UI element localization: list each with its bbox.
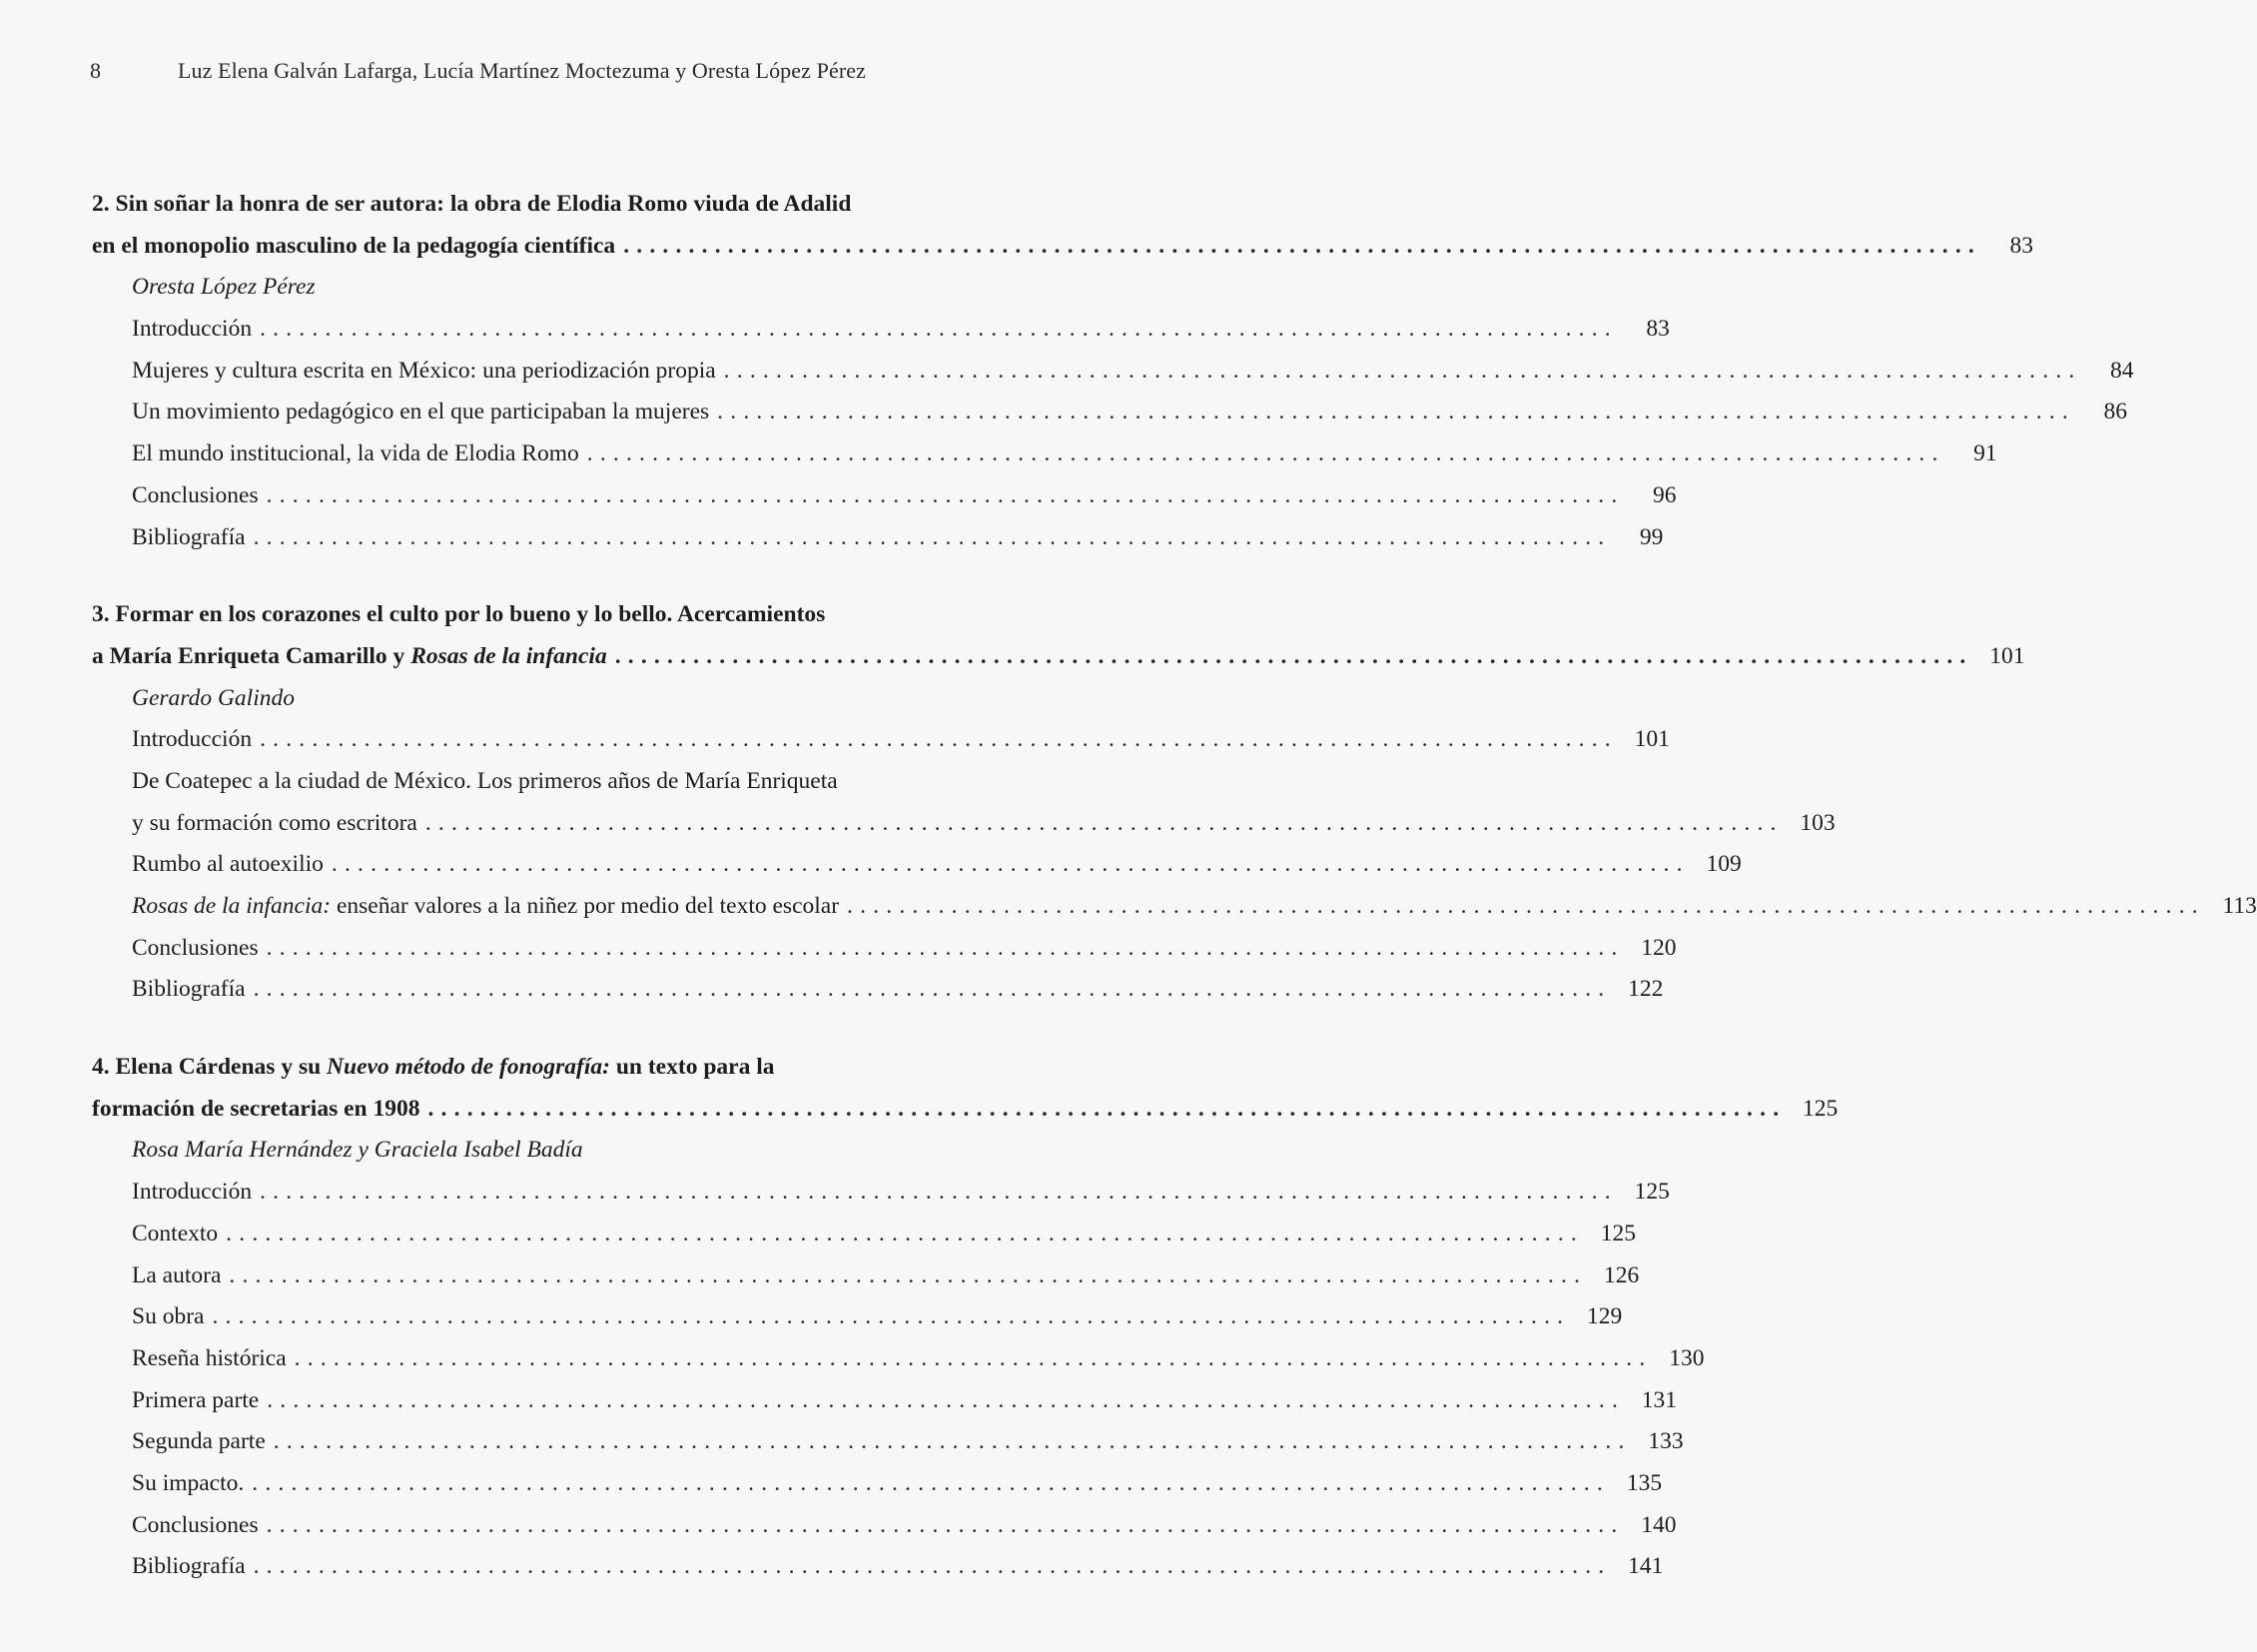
dot-leader: ........................................................................................................ (294, 1344, 1653, 1371)
entry-page-number: 91 (1973, 440, 1997, 467)
entry-label: Reseña histórica (132, 1344, 287, 1371)
entry-page-number: 120 (1641, 934, 1677, 961)
entry-page-number: 125 (1600, 1220, 1636, 1246)
entry-label: Introducción (132, 1179, 253, 1206)
chapter-title-italic: Nuevo método de fonografía: (327, 1054, 610, 1081)
entry-label: Introducción (132, 726, 253, 753)
entry-page-number: 83 (1646, 316, 1670, 343)
dot-leader: ........................................................................................................ (273, 1428, 1632, 1455)
entry-page-number: 122 (1628, 976, 1664, 1003)
dot-leader: ........................................................................................................ (260, 726, 1618, 753)
dot-leader: ........................................................................................................ (253, 1553, 1612, 1580)
chapter-author (92, 678, 1041, 720)
entry-label: Introducción (132, 316, 253, 343)
entry-page-number: 141 (1628, 1553, 1664, 1580)
toc-entry (92, 803, 1836, 845)
dot-leader: ........................................................................................................ (226, 1220, 1584, 1246)
entry-label: Conclusiones (132, 1511, 259, 1538)
entry-label-italic: Rosas de la infancia: (132, 893, 332, 919)
chapter-title-row (92, 636, 2025, 678)
chapter-title-plain: a María Enriqueta Camarillo y (92, 642, 411, 669)
chapter-title-line-2: formación de secretarias en 1908 (92, 1095, 420, 1122)
entry-page-number: 99 (1639, 523, 1664, 550)
entry-label: La autora (132, 1261, 222, 1288)
chapter-title-tail: un texto para la (609, 1054, 775, 1081)
toc-entry (92, 1380, 1678, 1422)
chapter-title-line-2: en el monopolio masculino de la pedagogía científica (92, 232, 616, 259)
page-number: 8 (90, 58, 102, 83)
toc-entry (92, 517, 1664, 559)
toc-entry (92, 1255, 1640, 1297)
toc-entry (92, 928, 1677, 970)
entry-label: Mujeres y cultura escrita en México: una periodización propia (132, 357, 716, 384)
dot-leader: ........................................................................................................ (427, 1095, 1787, 1122)
entry-label (132, 886, 839, 928)
chapter-author-name: Gerardo Galindo (132, 684, 295, 711)
toc-entry (92, 1421, 1684, 1463)
entry-page-number: 126 (1603, 1261, 1640, 1288)
dot-leader: ........................................................................................................ (614, 642, 1973, 669)
entry-page-number: 129 (1587, 1303, 1623, 1330)
entry-label: Primera parte (132, 1386, 260, 1413)
entry-label: Contexto (132, 1220, 219, 1246)
chapter-title (92, 1047, 1041, 1089)
toc-entry (92, 1214, 1636, 1255)
chapter-title-italic: Rosas de la infancia (410, 642, 607, 669)
chapter-title (92, 184, 1041, 226)
dot-leader: ........................................................................................................ (623, 232, 1981, 259)
entry-label: Su obra (132, 1303, 205, 1330)
dot-leader: ........................................................................................................ (331, 851, 1690, 878)
chapter-title-row (92, 1089, 1839, 1131)
toc-entry (92, 969, 1664, 1011)
chapter-author-name: Oresta López Pérez (132, 274, 316, 301)
chapter-title-plain: 4. Elena Cárdenas y su (92, 1054, 328, 1081)
chapter-title-line-1: 3. Formar en los corazones el culto por lo bueno y lo bello. Acercamientos (92, 601, 826, 628)
chapter-title-line-2 (92, 636, 607, 678)
toc-entry (92, 1546, 1664, 1588)
entry-page-number: 86 (2103, 399, 2127, 425)
chapter-title-row (92, 226, 2033, 268)
entry-label: Conclusiones (132, 934, 259, 961)
dot-leader: ........................................................................................................ (266, 934, 1625, 961)
entry-label-line-1: De Coatepec a la ciudad de México. Los primeros años de María Enriqueta (132, 767, 838, 794)
entry-label: Rumbo al autoexilio (132, 851, 324, 878)
dot-leader: ........................................................................................................ (266, 1511, 1625, 1538)
entry-label: El mundo institucional, la vida de Elodia Romo (132, 440, 579, 467)
toc-entry (92, 719, 1670, 761)
toc-entry (92, 392, 2127, 433)
entry-page-number: 96 (1652, 481, 1677, 508)
dot-leader: ........................................................................................................ (424, 809, 1784, 836)
entry-page-number: 101 (1634, 726, 1670, 753)
dot-leader: ........................................................................................................ (253, 523, 1612, 550)
dot-leader: ........................................................................................................ (260, 1179, 1618, 1206)
dot-leader: ........................................................................................................ (212, 1303, 1571, 1330)
toc-entry (92, 309, 1670, 351)
toc-entry-first-line (92, 761, 1041, 803)
toc-chapter-2 (92, 184, 2134, 558)
chapter-title-line-1: 2. Sin soñar la honra de ser autora: la obra de Elodia Romo viuda de Adalid (92, 191, 852, 217)
toc-entry (92, 844, 1742, 886)
chapter-author-name: Rosa María Hernández y Graciela Isabel Badía (132, 1137, 583, 1164)
entry-label: Bibliografía (132, 976, 246, 1003)
toc-entry (92, 475, 1677, 517)
entry-page-number: 140 (1641, 1511, 1677, 1538)
toc-entry (92, 1172, 1670, 1214)
toc-chapter-4 (92, 1047, 1839, 1588)
toc-entry (92, 433, 1997, 475)
running-head-authors: Luz Elena Galván Lafarga, Lucía Martínez Moctezuma y Oresta López Pérez (178, 58, 866, 83)
running-head (90, 58, 1011, 92)
toc-entry (92, 1505, 1677, 1547)
dot-leader: ........................................................................................................ (260, 316, 1618, 343)
entry-page-number: 125 (1634, 1179, 1670, 1206)
toc-entry (92, 1296, 1623, 1338)
chapter-page-number: 83 (2009, 232, 2033, 259)
entry-page-number: 133 (1648, 1428, 1684, 1455)
chapter-page-number: 125 (1803, 1095, 1839, 1122)
entry-page-number: 109 (1706, 851, 1742, 878)
toc-entry (92, 886, 2257, 928)
dot-leader: ........................................................................................................ (229, 1261, 1588, 1288)
entry-page-number: 113 (2222, 893, 2257, 919)
chapter-author (92, 1130, 1041, 1172)
dot-leader: ........................................................................................................ (267, 1386, 1626, 1413)
entry-page-number: 84 (2109, 357, 2134, 384)
dot-leader: ........................................................................................................ (586, 440, 1945, 467)
dot-leader: ........................................................................................................ (723, 357, 2082, 384)
entry-page-number: 131 (1641, 1386, 1678, 1413)
chapter-author (92, 267, 1041, 309)
dot-leader: ........................................................................................................ (253, 976, 1612, 1003)
entry-page-number: 103 (1800, 809, 1836, 836)
dot-leader: ........................................................................................................ (847, 893, 2205, 919)
toc-chapter-3 (92, 594, 2257, 1011)
entry-label: Conclusiones (132, 481, 259, 508)
chapter-title (92, 594, 1041, 636)
entry-page-number: 130 (1669, 1344, 1705, 1371)
entry-label-plain: enseñar valores a la niñez por medio del texto escolar (331, 893, 840, 919)
dot-leader: ........................................................................................................ (252, 1469, 1611, 1496)
entry-label: Bibliografía (132, 523, 246, 550)
entry-label: Segunda parte (132, 1428, 266, 1455)
toc-entry (92, 351, 2134, 393)
toc-entry (92, 1338, 1705, 1380)
entry-page-number: 135 (1626, 1469, 1663, 1496)
chapter-page-number: 101 (1989, 642, 2025, 669)
dot-leader: ........................................................................................................ (717, 399, 2075, 425)
toc-entry (92, 1463, 1663, 1505)
dot-leader: ........................................................................................................ (266, 481, 1625, 508)
entry-label: Bibliografía (132, 1553, 246, 1580)
entry-label: Su impacto. (132, 1469, 245, 1496)
entry-label: Un movimiento pedagógico en el que participaban la mujeres (132, 399, 710, 425)
table-of-contents (92, 184, 2257, 1624)
entry-label: y su formación como escritora (132, 809, 417, 836)
